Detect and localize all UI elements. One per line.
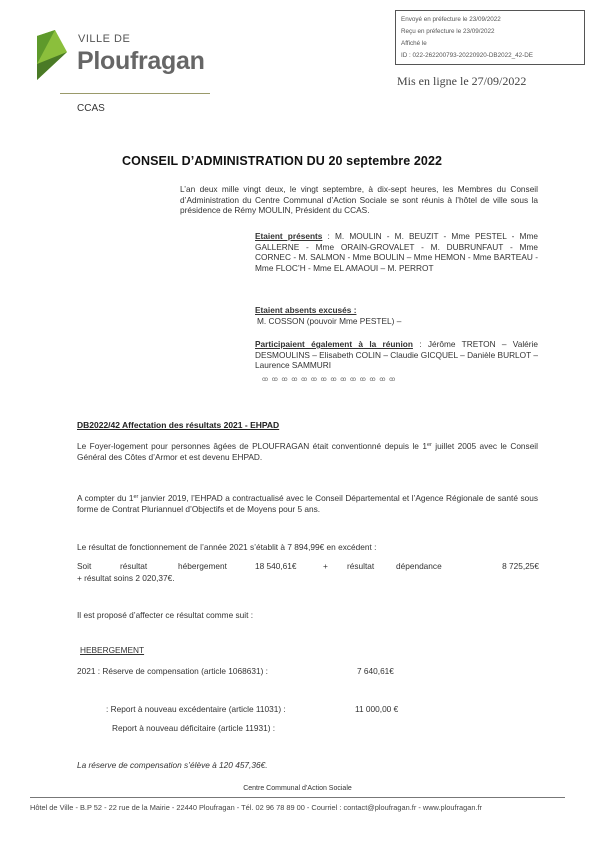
allocation-deficitaire: Report à nouveau déficitaire (article 11931) : [112,723,276,733]
r1-resultat: résultat [120,561,148,571]
footer-organisation: Centre Communal d’Action Sociale [243,785,352,792]
prefecture-stamp [395,10,585,65]
p2-text-a: A compter du 1 [77,493,134,503]
section-title: DB2022/42 Affectation des résultats 2021 - EHPAD [77,420,280,430]
paragraph-history [77,440,538,462]
present-label: Etaient présents [255,231,323,241]
stamp-sent: Envoyé en préfecture le 23/09/2022 [401,16,501,23]
footer-address: Hôtel de Ville - B.P 52 - 22 rue de la Mairie - 22440 Ploufragan - Tél. 02 96 78 89 00 - Courriel : contact@ploufragan.fr - www.ploufragan.fr [30,803,483,812]
participants [255,339,538,371]
p1-sup: er [426,442,432,448]
allocation-reserve: 2021 : Réserve de compensation (article 1068631) : [77,666,268,676]
allocation-excedentaire-value: 11 000,00 € [355,704,399,714]
paragraph-contract [77,492,538,514]
r1-hebergement: hébergement [178,561,227,571]
signature-marks: ꝏ ꝏ ꝏ ꝏ ꝏ ꝏ ꝏ ꝏ ꝏ ꝏ ꝏ ꝏ ꝏ ꝏ [262,377,397,383]
footer-rule [30,797,565,798]
absent-members [255,305,538,326]
p1-text-a: Le Foyer-logement pour personnes âgées de PLOUFRAGAN était conventionné depuis le 1 [77,441,427,451]
r1-dependance: dépendance [396,561,442,571]
proposal-text: Il est proposé d’affecter ce résultat comme suit : [77,610,254,620]
present-members [255,231,538,273]
header-rule [60,93,210,94]
p2-sup: er [133,494,139,500]
r1-hebergement-value: 18 540,61€ [255,561,297,571]
ploufragan-logo-icon [33,30,69,80]
hebergement-heading: HEBERGEMENT [80,645,145,655]
participants-list: : Jérôme TRETON – Valérie DESMOULINS – Elisabeth COLIN – Claudie GICQUEL – Danièle BURLOT – Laurence SAMMURI [255,339,538,370]
service-name: CCAS [77,103,105,114]
reserve-note: La réserve de compensation s’élève à 120 457,36€. [77,760,268,770]
p2-text-b: janvier 2019, l’EHPAD a contractualisé avec le Conseil Départemental et l’Agence Régionale de santé sous forme de Contrat Pluriannuel d’Objectifs et de Moyens pour 5 ans. [77,493,538,514]
stamp-id: ID : 022-262200793-20220920-DB2022_42-DE [401,52,533,59]
logo-ploufragan: Ploufragan [77,47,205,75]
allocation-excedentaire: : Report à nouveau excédentaire (article 11031) : [106,704,286,714]
result-breakdown-row [77,561,539,572]
logo-ville-de: VILLE DE [78,33,131,45]
stamp-received: Reçu en préfecture le 23/09/2022 [401,28,495,35]
absent-list: M. COSSON (pouvoir Mme PESTEL) – [257,315,402,326]
r1-resultat2: résultat [347,561,375,571]
absent-label: Etaient absents excusés : [255,305,357,315]
page-title: CONSEIL D’ADMINISTRATION DU 20 septembre 2022 [122,154,443,168]
present-list: : M. MOULIN - M. BEUZIT - Mme PESTEL - Mme GALLERNE - Mme ORAIN-GROVALET - M. DUBRUNFAUT - Mme CORNEC - M. SALMON - Mme BOULIN – Mme HEMON - Mme BARTEAU - Mme FLOC’H - Mme EL AMAOUI – M. PERROT [255,231,538,273]
p1-text-b: juillet 2005 avec le Conseil Général des Côtes d’Armor et est devenu EHPAD. [77,441,538,462]
paragraph-result: Le résultat de fonctionnement de l’année 2021 s’établit à 7 894,99€ en excédent : [77,542,377,552]
intro-paragraph: L’an deux mille vingt deux, le vingt septembre, à dix-sept heures, les Membres du Conseil d’Administration du Centre Communal d’Action Sociale se sont réunis à l’hôtel de ville sous la présidence de Rémy MOULIN, Président du CCAS. [180,184,538,215]
result-soins: + résultat soins 2 020,37€. [77,573,175,583]
allocation-reserve-value: 7 640,61€ [357,666,394,676]
stamp-posted: Affiché le [401,40,427,47]
r1-soit: Soit [77,561,92,571]
r1-plus: + [323,561,328,571]
participants-label: Participaient également à la réunion [255,339,413,349]
r1-dependance-value: 8 725,25€ [502,561,539,571]
online-date: Mis en ligne le 27/09/2022 [397,74,527,88]
